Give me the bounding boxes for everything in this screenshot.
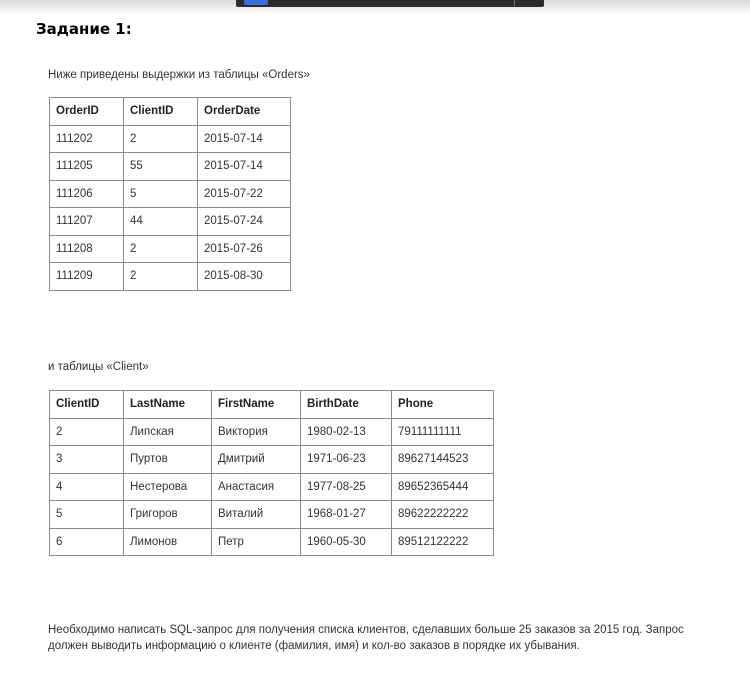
column-header: LastName [124,391,212,419]
table-header-row [50,98,291,126]
table-row [50,180,291,208]
last-name-cell: Нестерова [124,473,212,501]
column-header: Phone [392,391,494,419]
order-id-cell: 111206 [50,180,124,208]
phone-cell: 79111111111 [392,418,494,446]
client-id-cell: 2 [124,235,198,263]
table-row [50,501,494,529]
client-id-cell: 2 [124,125,198,153]
order-date-cell: 2015-07-22 [198,180,291,208]
order-id-cell: 111209 [50,263,124,291]
table-row [50,528,494,556]
birth-date-cell: 1960-05-30 [301,528,392,556]
order-date-cell: 2015-07-24 [198,208,291,236]
toolbar-button[interactable] [244,0,268,5]
table-row [50,208,291,236]
table-row [50,235,291,263]
table-row [50,263,291,291]
toolbar-strip [236,0,544,7]
order-date-cell: 2015-08-30 [198,263,291,291]
birth-date-cell: 1980-02-13 [301,418,392,446]
last-name-cell: Пуртов [124,446,212,474]
client-table [49,390,494,556]
table-row [50,446,494,474]
client-id-cell: 5 [124,180,198,208]
birth-date-cell: 1968-01-27 [301,501,392,529]
toolbar-divider [514,0,515,6]
client-id-cell: 44 [124,208,198,236]
client-caption: и таблицы «Client» [48,361,149,373]
client-id-cell: 2 [124,263,198,291]
table-row [50,418,494,446]
client-id-cell: 3 [50,446,124,474]
birth-date-cell: 1977-08-25 [301,473,392,501]
orders-caption: Ниже приведены выдержки из таблицы «Orders» [48,69,310,81]
task-heading: Задание 1: [36,20,132,38]
order-id-cell: 111205 [50,153,124,181]
phone-cell: 89512122222 [392,528,494,556]
column-header: FirstName [212,391,301,419]
first-name-cell: Дмитрий [212,446,301,474]
task-description: Необходимо написать SQL-запрос для получения списка клиентов, сделавших больше 25 заказов за 2015 год. Запрос должен выводить информацию о клиенте (фамилия, имя) и кол-во заказов в порядке их убывания. [48,624,684,652]
phone-cell: 89652365444 [392,473,494,501]
last-name-cell: Лимонов [124,528,212,556]
window-top-bar [0,0,750,14]
client-id-cell: 4 [50,473,124,501]
first-name-cell: Петр [212,528,301,556]
table-row [50,473,494,501]
client-id-cell: 6 [50,528,124,556]
column-header: BirthDate [301,391,392,419]
order-id-cell: 111202 [50,125,124,153]
table-row [50,125,291,153]
column-header: ClientID [50,391,124,419]
first-name-cell: Виталий [212,501,301,529]
phone-cell: 89627144523 [392,446,494,474]
table-row [50,153,291,181]
order-date-cell: 2015-07-14 [198,125,291,153]
first-name-cell: Анастасия [212,473,301,501]
phone-cell: 89622222222 [392,501,494,529]
client-id-cell: 2 [50,418,124,446]
first-name-cell: Виктория [212,418,301,446]
column-header: ClientID [124,98,198,126]
last-name-cell: Григоров [124,501,212,529]
birth-date-cell: 1971-06-23 [301,446,392,474]
orders-table [49,97,291,291]
client-id-cell: 55 [124,153,198,181]
column-header: OrderID [50,98,124,126]
order-date-cell: 2015-07-14 [198,153,291,181]
order-date-cell: 2015-07-26 [198,235,291,263]
order-id-cell: 111208 [50,235,124,263]
client-id-cell: 5 [50,501,124,529]
last-name-cell: Липская [124,418,212,446]
order-id-cell: 111207 [50,208,124,236]
table-header-row [50,391,494,419]
column-header: OrderDate [198,98,291,126]
